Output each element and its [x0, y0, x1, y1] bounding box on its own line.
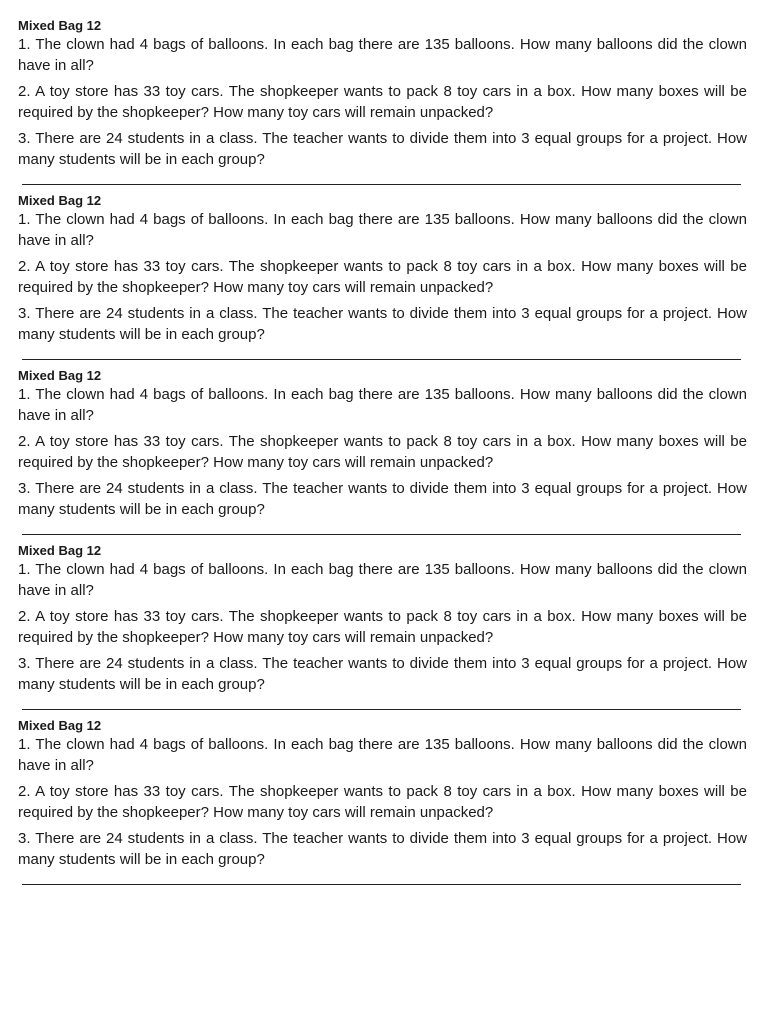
- cut-line: [22, 184, 741, 185]
- question-text: A toy store has 33 toy cars. The shopkeeper wants to pack 8 toy cars in a box. How many boxes will be required by the shopkeeper? How many toy cars will remain unpacked?: [18, 258, 747, 296]
- question-text: A toy store has 33 toy cars. The shopkeeper wants to pack 8 toy cars in a box. How many boxes will be required by the shopkeeper? How many toy cars will remain unpacked?: [18, 83, 747, 121]
- question-1: [18, 559, 747, 601]
- question-2: [18, 431, 747, 473]
- question-3: [18, 478, 747, 520]
- question-text: The clown had 4 bags of balloons. In each bag there are 135 balloons. How many balloons did the clown have in all?: [18, 386, 747, 424]
- question-number: 1.: [18, 36, 31, 53]
- question-text: There are 24 students in a class. The teacher wants to divide them into 3 equal groups for a project. How many students will be in each group?: [18, 305, 747, 343]
- question-3: [18, 828, 747, 870]
- question-number: 2.: [18, 783, 31, 800]
- question-number: 1.: [18, 211, 31, 228]
- question-number: 3.: [18, 305, 31, 322]
- block-title: Mixed Bag 12: [18, 718, 102, 733]
- cut-line: [22, 709, 741, 710]
- question-number: 2.: [18, 258, 31, 275]
- question-text: The clown had 4 bags of balloons. In each bag there are 135 balloons. How many balloons did the clown have in all?: [18, 736, 747, 774]
- block-title: Mixed Bag 12: [18, 193, 102, 208]
- question-number: 3.: [18, 130, 31, 147]
- question-3: [18, 128, 747, 170]
- question-1: [18, 734, 747, 776]
- cut-line: [22, 884, 741, 885]
- question-number: 1.: [18, 386, 31, 403]
- worksheet-block: [18, 18, 747, 193]
- worksheet-block: [18, 543, 747, 718]
- worksheet-block: [18, 718, 747, 893]
- question-text: There are 24 students in a class. The teacher wants to divide them into 3 equal groups for a project. How many students will be in each group?: [18, 130, 747, 168]
- question-number: 2.: [18, 83, 31, 100]
- question-3: [18, 303, 747, 345]
- cut-line: [22, 534, 741, 535]
- worksheet-block: [18, 368, 747, 543]
- question-2: [18, 781, 747, 823]
- block-title: Mixed Bag 12: [18, 368, 102, 383]
- question-2: [18, 606, 747, 648]
- worksheet-page: [18, 18, 747, 893]
- question-text: The clown had 4 bags of balloons. In each bag there are 135 balloons. How many balloons did the clown have in all?: [18, 36, 747, 74]
- question-text: There are 24 students in a class. The teacher wants to divide them into 3 equal groups for a project. How many students will be in each group?: [18, 830, 747, 868]
- question-number: 3.: [18, 830, 31, 847]
- question-1: [18, 34, 747, 76]
- question-number: 2.: [18, 433, 31, 450]
- question-1: [18, 384, 747, 426]
- question-1: [18, 209, 747, 251]
- question-number: 3.: [18, 655, 31, 672]
- question-text: The clown had 4 bags of balloons. In each bag there are 135 balloons. How many balloons did the clown have in all?: [18, 561, 747, 599]
- question-text: A toy store has 33 toy cars. The shopkeeper wants to pack 8 toy cars in a box. How many boxes will be required by the shopkeeper? How many toy cars will remain unpacked?: [18, 433, 747, 471]
- question-number: 2.: [18, 608, 31, 625]
- block-title: Mixed Bag 12: [18, 543, 102, 558]
- block-title: Mixed Bag 12: [18, 18, 102, 33]
- question-text: A toy store has 33 toy cars. The shopkeeper wants to pack 8 toy cars in a box. How many boxes will be required by the shopkeeper? How many toy cars will remain unpacked?: [18, 608, 747, 646]
- question-number: 1.: [18, 736, 31, 753]
- question-number: 1.: [18, 561, 31, 578]
- question-text: There are 24 students in a class. The teacher wants to divide them into 3 equal groups for a project. How many students will be in each group?: [18, 480, 747, 518]
- worksheet-block: [18, 193, 747, 368]
- question-number: 3.: [18, 480, 31, 497]
- cut-line: [22, 359, 741, 360]
- question-text: There are 24 students in a class. The teacher wants to divide them into 3 equal groups for a project. How many students will be in each group?: [18, 655, 747, 693]
- question-2: [18, 81, 747, 123]
- question-text: The clown had 4 bags of balloons. In each bag there are 135 balloons. How many balloons did the clown have in all?: [18, 211, 747, 249]
- question-text: A toy store has 33 toy cars. The shopkeeper wants to pack 8 toy cars in a box. How many boxes will be required by the shopkeeper? How many toy cars will remain unpacked?: [18, 783, 747, 821]
- question-2: [18, 256, 747, 298]
- question-3: [18, 653, 747, 695]
